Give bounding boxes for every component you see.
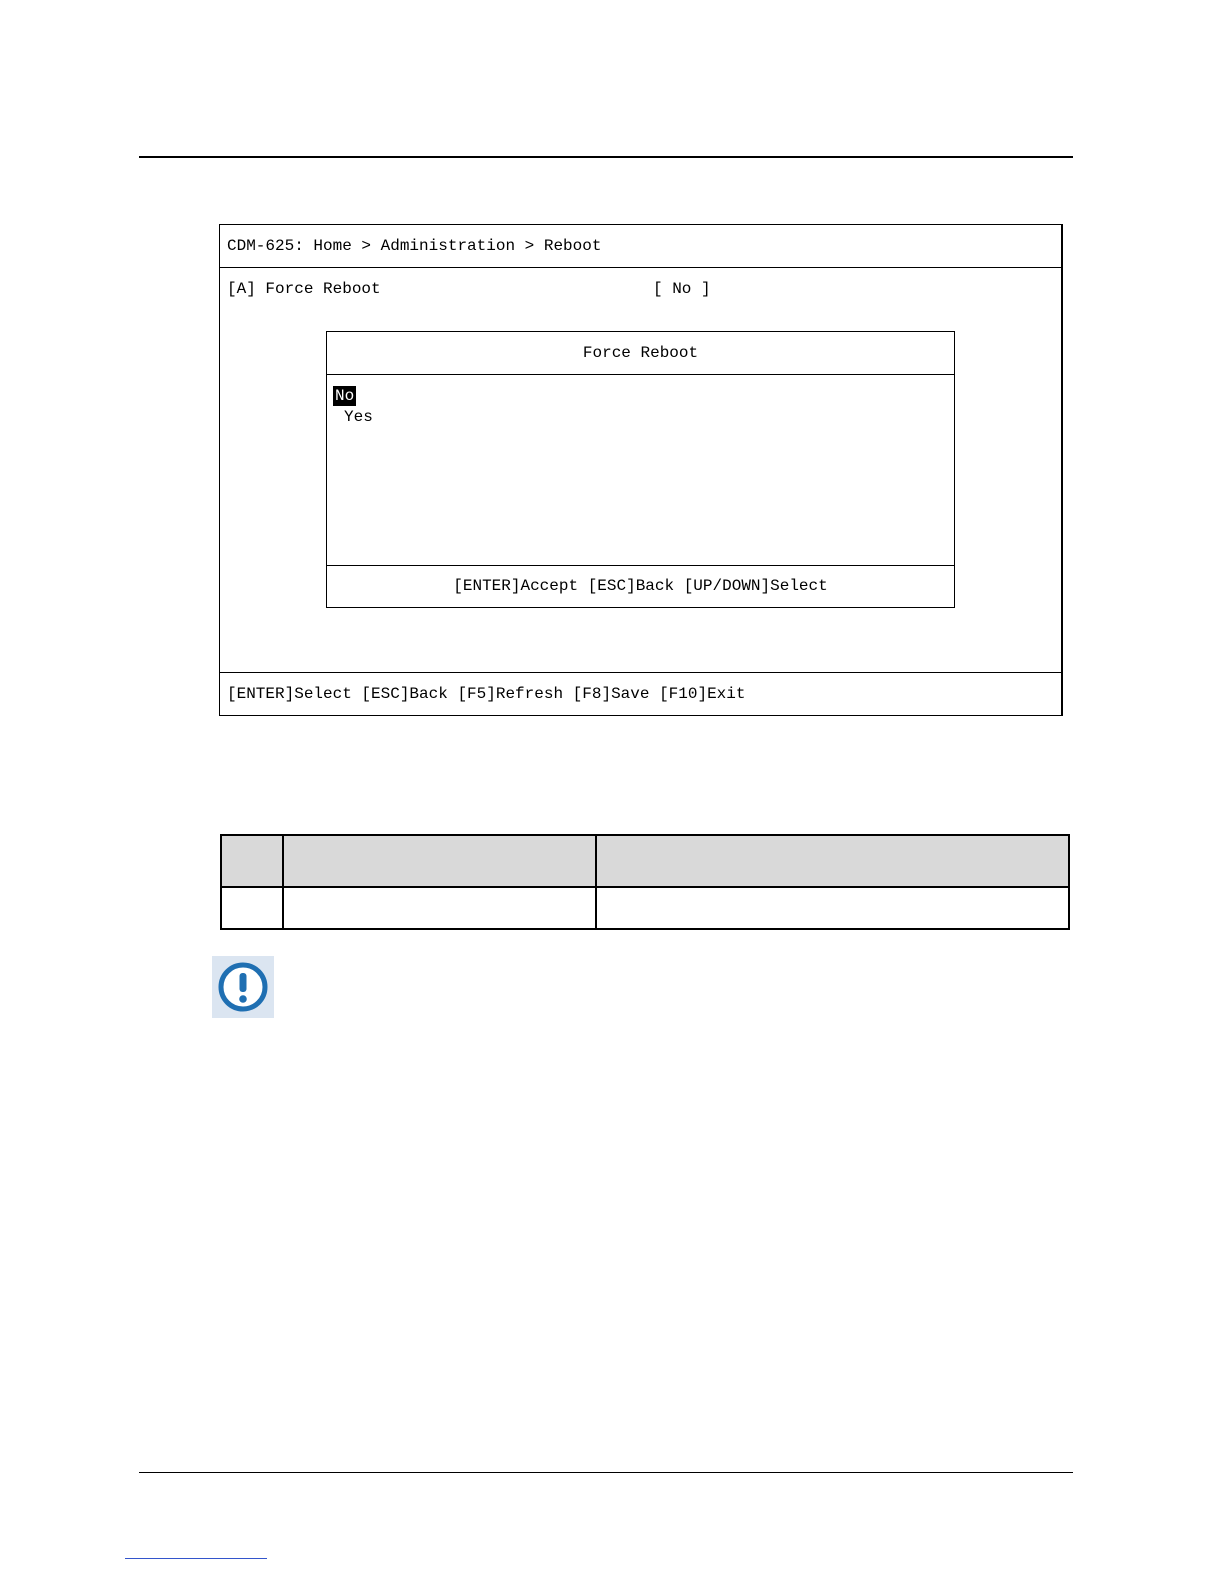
force-reboot-dialog: [326, 331, 955, 608]
table-cell: [283, 887, 596, 929]
terminal-footer: [220, 672, 1061, 715]
table-header-row: [221, 835, 1069, 887]
breadcrumb: CDM-625: Home > Administration > Reboot: [227, 237, 602, 255]
header-rule: [139, 156, 1073, 158]
dialog-title: Force Reboot: [582, 344, 699, 362]
table-row: [221, 887, 1069, 929]
table-cell: [596, 887, 1069, 929]
terminal-key-help: [ENTER]Select [ESC]Back [F5]Refresh [F8]Save [F10]Exit: [227, 685, 746, 703]
option-no[interactable]: No: [335, 387, 355, 405]
table-cell: [221, 887, 283, 929]
force-reboot-value: [ No ]: [653, 280, 711, 298]
terminal-screen: [219, 224, 1063, 716]
dialog-title-bar: [327, 332, 954, 375]
table-header-cell: [596, 835, 1069, 887]
reference-table: [220, 834, 1070, 930]
table-header-cell: [283, 835, 596, 887]
terminal-header: [220, 225, 1061, 268]
footer-rule: [139, 1472, 1073, 1473]
dialog-footer: [327, 565, 954, 607]
table-header-cell: [221, 835, 283, 887]
exclamation-circle-icon: [212, 956, 274, 1018]
footer-link-underline: [125, 1558, 267, 1559]
force-reboot-param[interactable]: [A] Force Reboot: [227, 280, 381, 298]
option-yes[interactable]: Yes: [344, 408, 373, 426]
dialog-key-help: [ENTER]Accept [ESC]Back [UP/DOWN]Select: [453, 577, 828, 595]
